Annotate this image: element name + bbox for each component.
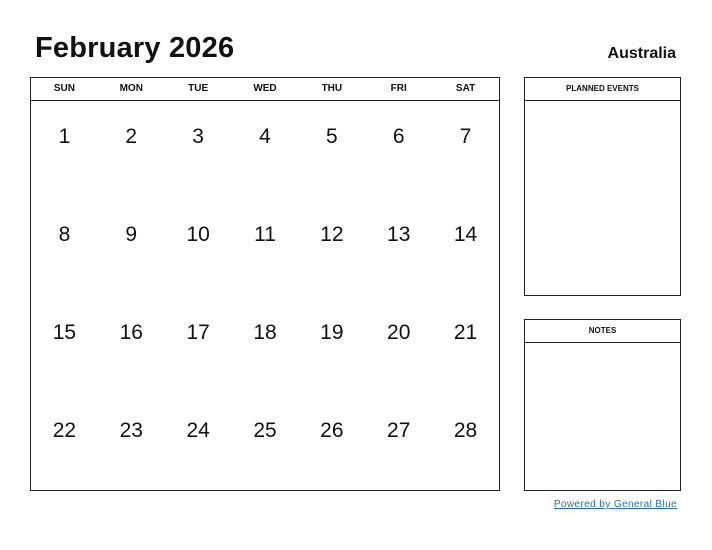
- calendar-day[interactable]: 1: [58, 125, 71, 148]
- planned-events-panel[interactable]: [524, 77, 681, 296]
- calendar-day[interactable]: 7: [459, 125, 472, 148]
- country-label: Australia: [607, 45, 676, 62]
- weekday-label: SAT: [455, 83, 476, 94]
- calendar-day[interactable]: 3: [192, 125, 204, 148]
- weekday-label: WED: [253, 83, 277, 94]
- calendar-grid: [30, 77, 500, 491]
- notes-title: NOTES: [525, 320, 680, 343]
- calendar-day[interactable]: 16: [119, 321, 143, 344]
- calendar-day[interactable]: 26: [320, 419, 344, 442]
- calendar-day[interactable]: 5: [326, 125, 338, 148]
- weekday-label: SUN: [53, 83, 75, 94]
- weekday-label: TUE: [188, 83, 209, 94]
- weekday-label: FRI: [390, 83, 407, 94]
- calendar-day[interactable]: 18: [253, 321, 277, 344]
- calendar-day[interactable]: 6: [392, 125, 405, 148]
- page-title: February 2026: [35, 32, 235, 64]
- calendar-day[interactable]: 15: [52, 321, 77, 344]
- calendar-day[interactable]: 17: [186, 321, 210, 344]
- weekday-label: THU: [321, 83, 343, 94]
- notes-panel[interactable]: [524, 319, 681, 491]
- calendar-day[interactable]: 13: [387, 223, 411, 246]
- powered-by-link[interactable]: Powered by General Blue: [553, 499, 677, 510]
- weekday-header: [31, 78, 499, 101]
- calendar-day[interactable]: 4: [259, 125, 271, 148]
- calendar-day[interactable]: 24: [186, 419, 210, 442]
- calendar-day[interactable]: 2: [125, 125, 138, 148]
- calendar-day[interactable]: 8: [58, 223, 71, 246]
- calendar-day[interactable]: 14: [453, 223, 478, 246]
- calendar-day[interactable]: 11: [254, 223, 276, 246]
- calendar-day[interactable]: 23: [119, 419, 143, 442]
- calendar-day[interactable]: 19: [320, 321, 344, 344]
- calendar-day[interactable]: 21: [453, 321, 478, 344]
- calendar-day[interactable]: 27: [387, 419, 411, 442]
- calendar-day[interactable]: 28: [453, 419, 478, 442]
- planned-events-title: PLANNED EVENTS: [525, 78, 680, 101]
- calendar-day[interactable]: 10: [186, 223, 210, 246]
- calendar-day[interactable]: 25: [253, 419, 277, 442]
- calendar-day[interactable]: 22: [52, 419, 77, 442]
- calendar-day[interactable]: 12: [320, 223, 344, 246]
- weekday-label: MON: [119, 83, 143, 94]
- calendar-day[interactable]: 9: [125, 223, 138, 246]
- calendar-day[interactable]: 20: [387, 321, 411, 344]
- calendar-days: [31, 101, 499, 493]
